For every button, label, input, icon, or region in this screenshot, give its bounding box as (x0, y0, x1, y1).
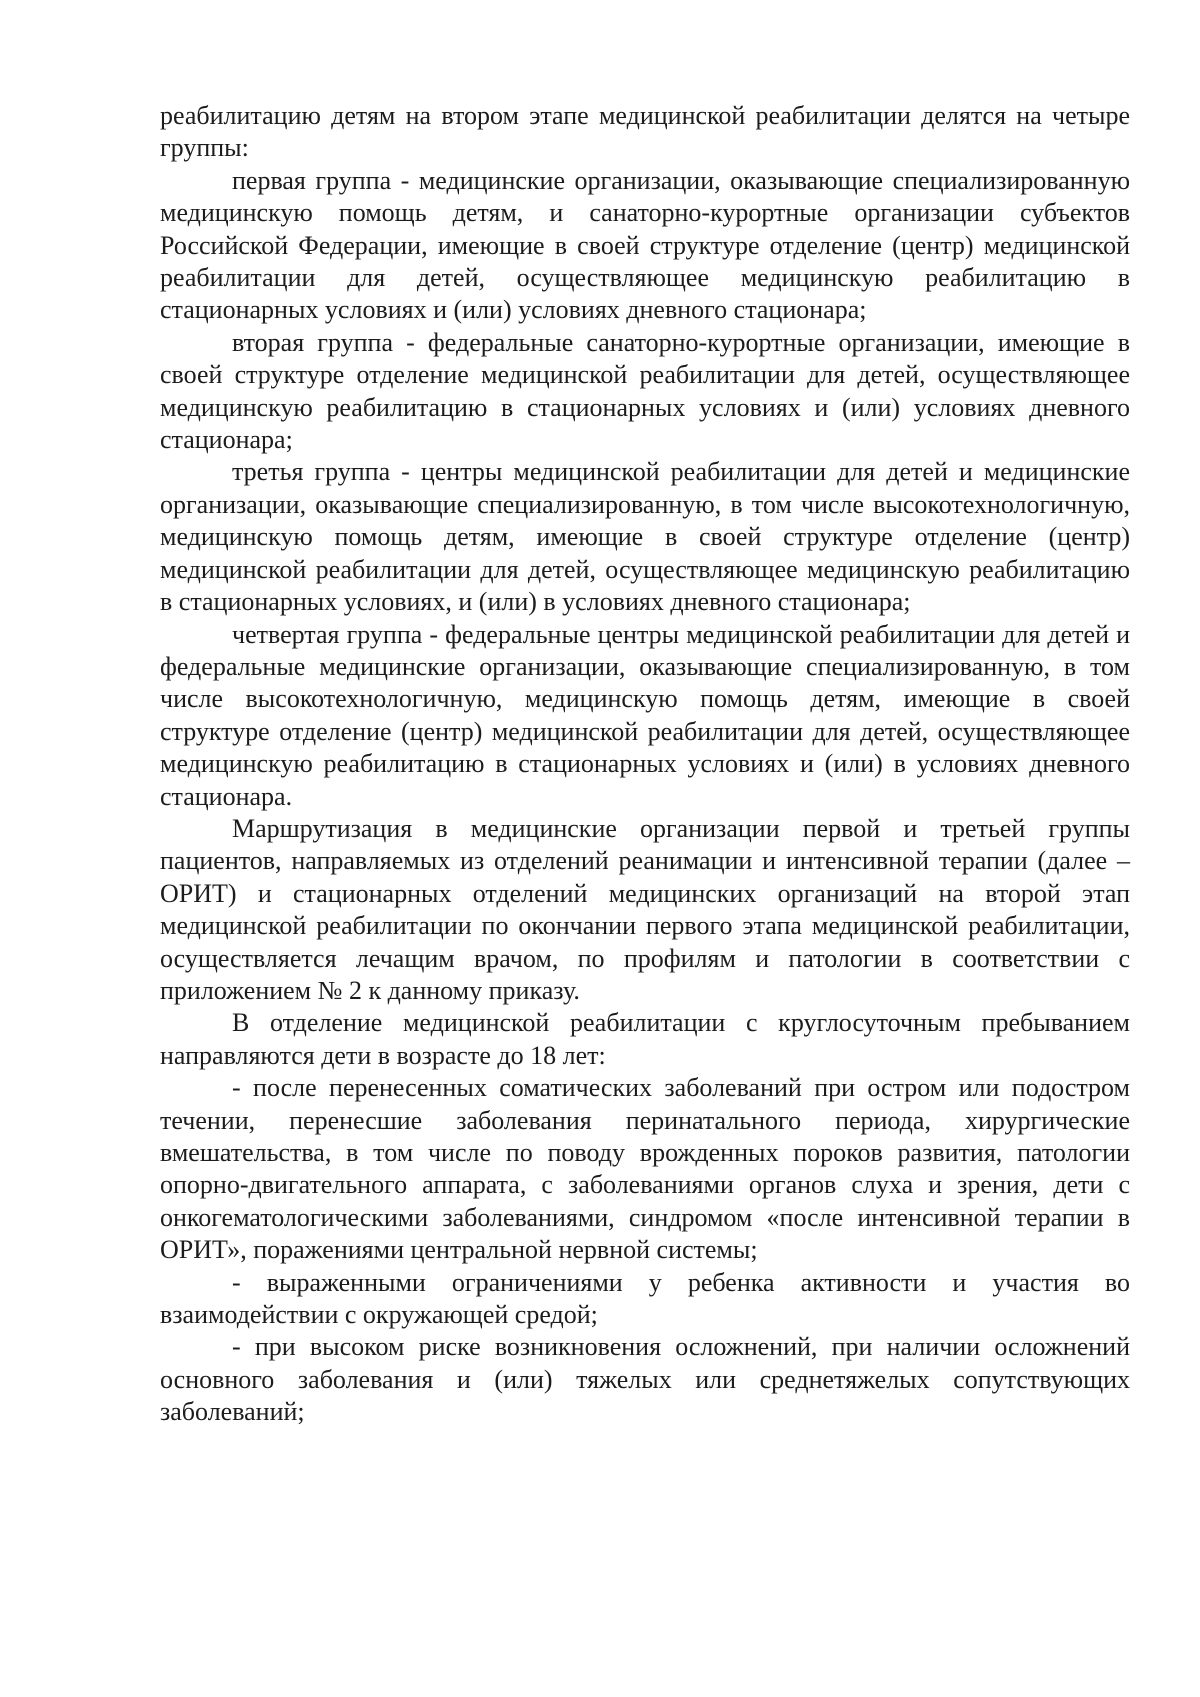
paragraph-group-3: третья группа - центры медицинской реабилитации для детей и медицинские организации, оказывающие специализированную, в том числе высокотехнологичную, медицинскую помощь детям, имеющие в своей структуре отделение (центр) медицинской реабилитации для детей, осуществляющее медицинскую реабилитацию в стационарных условиях, и (или) в условиях дневного стационара; (160, 457, 1130, 617)
paragraph-intro: реабилитацию детям на втором этапе медицинской реабилитации делятся на четыре группы: (160, 101, 1130, 163)
list-item-limitations: - выраженными ограничениями у ребенка активности и участия во взаимодействии с окружающей средой; (160, 1267, 1130, 1330)
paragraph-routing: Маршрутизация в медицинские организации первой и третьей группы пациентов, направляемых из отделений реанимации и интенсивной терапии (далее – ОРИТ) и стационарных отделений медицинских организаций на второй этап медицинской реабилитации по окончании первого этапа медицинской реабилитации, осуществляется лечащим врачом, по профилям и патологии в соответствии с приложением № 2 к данному приказу. (160, 813, 1130, 1005)
document-body (160, 100, 1130, 1429)
paragraph-group-1: первая группа - медицинские организации, оказывающие специализированную медицинскую помощь детям, и санаторно-курортные организации субъектов Российской Федерации, имеющие в своей структуре отделение (центр) медицинской реабилитации для детей, осуществляющее медицинскую реабилитацию в стационарных условиях и (или) условиях дневного стационара; (160, 165, 1130, 325)
list-item-complications: - при высоком риске возникновения осложнений, при наличии осложнений основного заболевания и (или) тяжелых или среднетяжелых сопутствующих заболеваний; (160, 1332, 1130, 1427)
paragraph-referral: В отделение медицинской реабилитации с круглосуточным пребыванием направляются дети в возрасте до 18 лет: (160, 1008, 1130, 1070)
paragraph-group-4: четвертая группа - федеральные центры медицинской реабилитации для детей и федеральные медицинские организации, оказывающие специализированную, в том числе высокотехнологичную, медицинскую помощь детям, имеющие в своей структуре отделение (центр) медицинской реабилитации для детей, осуществляющее медицинскую реабилитацию в стационарных условиях и (или) в условиях дневного стационара. (160, 619, 1130, 811)
paragraph-group-2: вторая группа - федеральные санаторно-курортные организации, имеющие в своей структуре отделение медицинской реабилитации для детей, осуществляющее медицинскую реабилитацию в стационарных условиях и (или) условиях дневного стационара; (160, 327, 1130, 455)
list-item-somatic: - после перенесенных соматических заболеваний при остром или подостром течении, перенесшие заболевания перинатального периода, хирургические вмешательства, в том числе по поводу врожденных пороков развития, патологии опорно-двигательного аппарата, с заболеваниями органов слуха и зрения, дети с онкогематологическими заболеваниями, синдромом «после интенсивной терапии в ОРИТ», поражениями центральной нервной системы; (160, 1073, 1130, 1265)
